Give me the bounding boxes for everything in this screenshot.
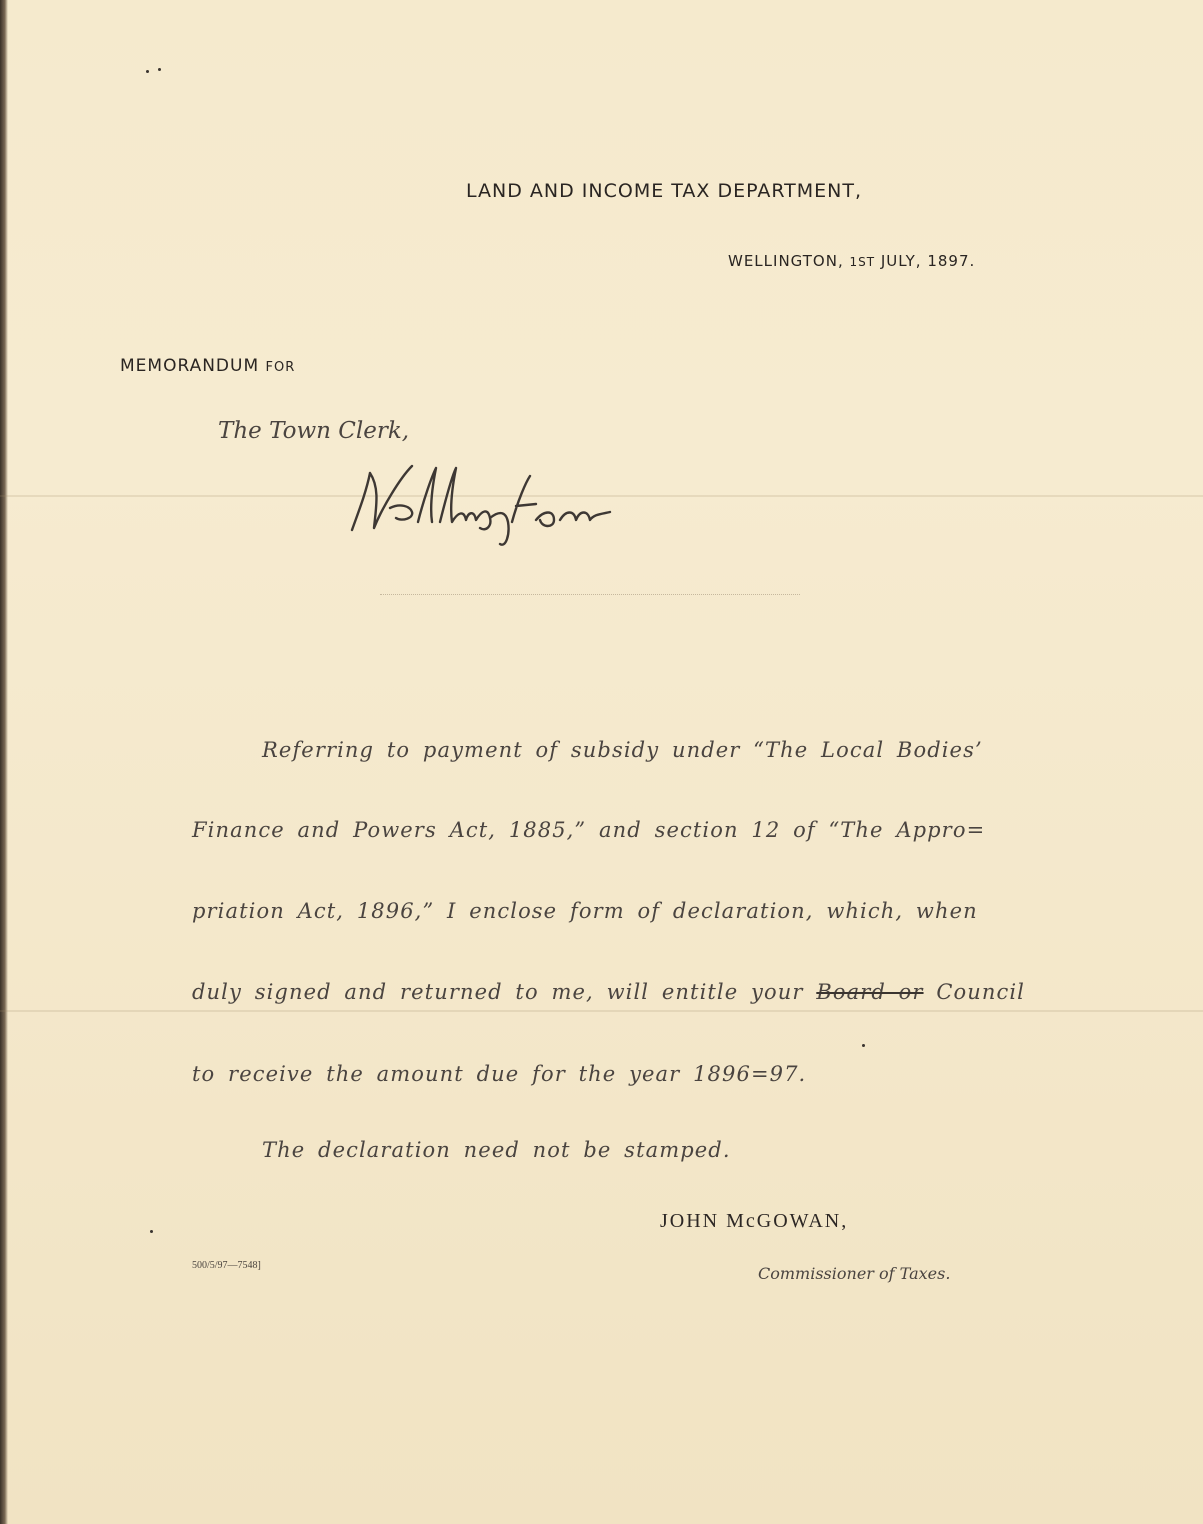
ink-speck — [158, 68, 161, 71]
memorandum-word: MEMORANDUM — [120, 356, 260, 376]
paper-fold-line — [0, 1010, 1203, 1012]
print-code: 500/5/97—7548] — [192, 1260, 261, 1271]
body-line-4-end: Council — [936, 980, 1025, 1004]
ink-speck — [146, 70, 149, 73]
body-line-6: The declaration need not be stamped. — [262, 1138, 731, 1162]
date-day: 1ST — [849, 255, 876, 269]
memorandum-label — [120, 356, 295, 376]
handwritten-place-name — [340, 448, 640, 548]
date-month-year: JULY, 1897. — [880, 252, 976, 270]
body-line-3: priation Act, 1896,” I enclose form of declaration, which, when — [192, 899, 978, 923]
signatory-title: Commissioner of Taxes. — [758, 1264, 951, 1283]
date-place: WELLINGTON, — [728, 252, 844, 270]
ink-speck — [862, 1044, 865, 1047]
page-left-edge — [0, 0, 8, 1524]
addressee-line: The Town Clerk, — [218, 418, 410, 444]
body-line-4-start: duly signed and returned to me, will entitle your — [192, 980, 804, 1004]
department-heading: LAND AND INCOME TAX DEPARTMENT, — [466, 180, 862, 202]
body-line-1: Referring to payment of subsidy under “The Local Bodies’ — [262, 738, 983, 762]
signatory-name: JOHN McGOWAN, — [660, 1210, 849, 1232]
body-line-4 — [192, 982, 1042, 1003]
body-line-2: Finance and Powers Act, 1885,” and section 12 of “The Appro= — [192, 818, 986, 842]
dateline — [728, 252, 975, 270]
body-line-5: to receive the amount due for the year 1896=97. — [192, 1062, 807, 1086]
dotted-rule — [380, 594, 800, 595]
struck-out-text: Board or — [816, 980, 924, 1004]
ink-speck — [150, 1230, 153, 1233]
memorandum-for: FOR — [265, 360, 296, 375]
